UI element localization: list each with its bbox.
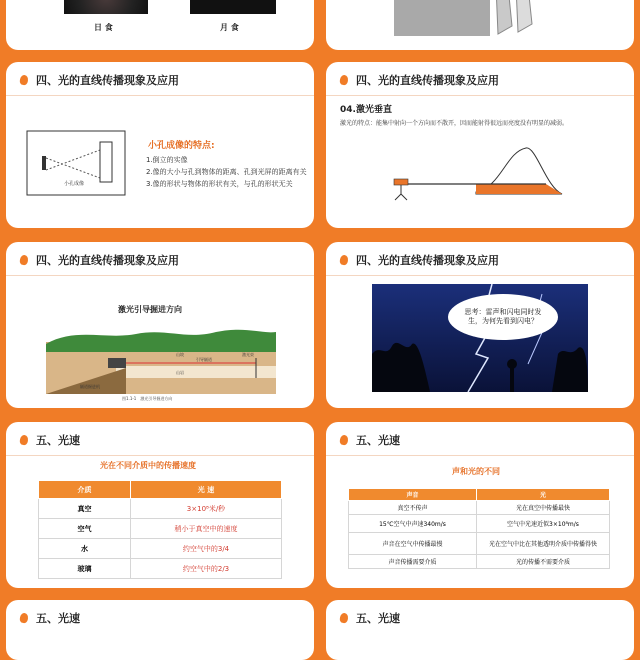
compare-table-heading: 声和光的不同: [452, 467, 500, 476]
flame-icon: [19, 254, 29, 265]
table-row: [39, 499, 282, 519]
slide-partial-right[interactable]: [326, 600, 634, 660]
scene-label-slope: 山坡: [176, 352, 184, 357]
table-cell: 光在真空中传播最快: [477, 501, 610, 515]
table-cell: 光的传播不需要介质: [477, 555, 610, 569]
speed-table: [38, 480, 282, 579]
table-cell: 约空气中的3/4: [131, 539, 282, 559]
slide-light-speed[interactable]: [6, 422, 314, 588]
feature-item: 3.像的形状与物体的形状有关，与孔的形状无关: [146, 180, 293, 188]
solar-eclipse-image: [64, 0, 148, 14]
compare-table: [348, 488, 610, 569]
column-header: 声音: [349, 489, 477, 501]
flame-icon: [339, 434, 349, 445]
table-cell: 玻璃: [39, 559, 131, 579]
tunnel-illustration: [46, 322, 276, 394]
column-header: 光: [477, 489, 610, 501]
section-title: 四、光的直线传播现象及应用: [36, 254, 179, 267]
table-cell: 稍小于真空中的速度: [131, 519, 282, 539]
flame-icon: [19, 434, 29, 445]
table-cell: 声音传播需要介质: [349, 555, 477, 569]
thought-bubble-text: 思考：雷声和闪电同时发生，为何先看到闪电？: [464, 307, 542, 325]
table-row: [39, 559, 282, 579]
laser-subheading: 04.激光垂直: [340, 105, 392, 115]
slide-pinhole[interactable]: [6, 62, 314, 228]
table-cell: 空气中光速近似3×10⁸m/s: [477, 515, 610, 533]
table-cell: 水: [39, 539, 131, 559]
section-title: 四、光的直线传播现象及应用: [356, 254, 499, 267]
laser-description: 激光的特点：能集中射向一个方向而不散开，因而能射得很远而亮度没有明显的减弱。: [340, 120, 569, 127]
speed-table-heading: 光在不同介质中的传播速度: [100, 461, 196, 470]
solar-eclipse-caption: 日 食: [94, 23, 113, 32]
section-title: 五、光速: [36, 434, 80, 447]
section-title: 五、光速: [36, 612, 80, 625]
table-row: [349, 501, 610, 515]
tunnel-banner: 激光引导掘进方向: [118, 305, 182, 314]
thought-bubble: [448, 294, 558, 340]
slide-laser[interactable]: [326, 62, 634, 228]
laser-diagram: [326, 62, 634, 228]
slide-eclipse[interactable]: [6, 0, 314, 50]
table-cell: 15℃空气中声速340m/s: [349, 515, 477, 533]
table-cell: 真空不传声: [349, 501, 477, 515]
scene-label-laser: 激光束: [242, 352, 254, 357]
flame-icon: [19, 612, 29, 623]
table-row: [39, 539, 282, 559]
scene-label-machine: 隧道掘进机: [80, 384, 100, 389]
scene-label-guide-tunnel: 引导隧道: [196, 357, 212, 362]
table-row: [349, 515, 610, 533]
scene-label-rock: 山岩: [176, 370, 184, 375]
features-heading: 小孔成像的特点:: [148, 141, 215, 151]
section-title: 五、光速: [356, 434, 400, 447]
table-cell: 真空: [39, 499, 131, 519]
slide-sound-vs-light[interactable]: [326, 422, 634, 588]
pinhole-caption: 小孔成像: [64, 181, 85, 187]
table-header-row: [349, 489, 610, 501]
slide-tunnel[interactable]: [6, 242, 314, 408]
slide-shadow-diagram[interactable]: [326, 0, 634, 50]
table-cell: 声音在空气中传播最慢: [349, 533, 477, 555]
table-cell: 3×10⁸米/秒: [131, 499, 282, 519]
feature-item: 1.倒立的实像: [146, 156, 188, 164]
flame-icon: [19, 74, 29, 85]
lunar-eclipse-image: [190, 0, 276, 14]
feature-item: 2.像的大小与孔到物体的距离、孔到光屏的距离有关: [146, 168, 307, 176]
table-cell: 光在空气中比在其他透明介质中传播得快: [477, 533, 610, 555]
table-header-row: [39, 481, 282, 499]
table-row: [349, 533, 610, 555]
slide-thunder[interactable]: [326, 242, 634, 408]
table-cell: 空气: [39, 519, 131, 539]
tunnel-figure-caption: 图1.1-1 激光引导掘进方向: [122, 396, 173, 401]
flame-icon: [339, 254, 349, 265]
table-row: [349, 555, 610, 569]
slide-partial-left[interactable]: [6, 600, 314, 660]
section-title: 五、光速: [356, 612, 400, 625]
column-header: 介质: [39, 481, 131, 499]
flame-icon: [339, 612, 349, 623]
section-title: 四、光的直线传播现象及应用: [36, 74, 179, 87]
column-header: 光 速: [131, 481, 282, 499]
section-title: 四、光的直线传播现象及应用: [356, 74, 499, 87]
table-cell: 约空气中的2/3: [131, 559, 282, 579]
table-row: [39, 519, 282, 539]
shadow-diagram: [326, 0, 634, 50]
lunar-eclipse-caption: 月 食: [220, 23, 239, 32]
